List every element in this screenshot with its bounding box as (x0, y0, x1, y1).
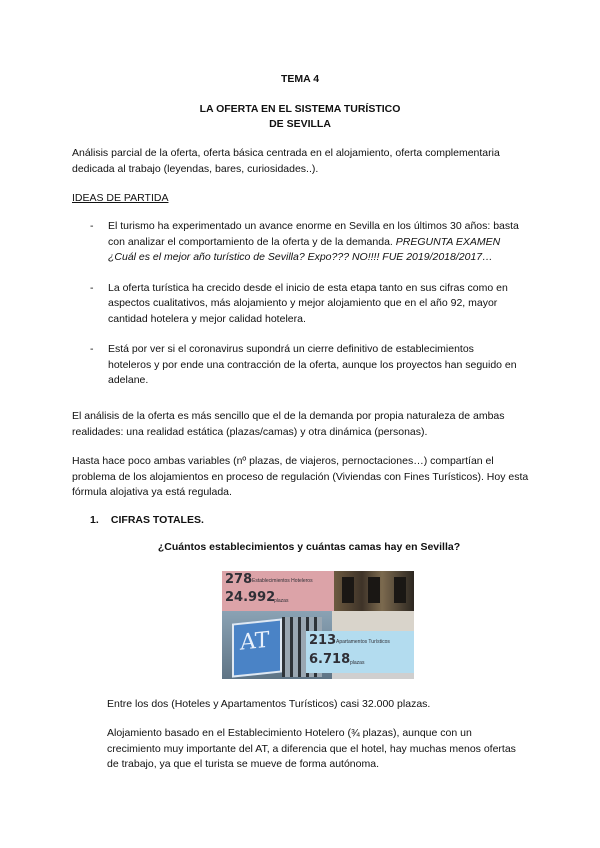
list-item (90, 342, 520, 389)
section-heading (90, 514, 204, 526)
bullet-italic-note: PREGUNTA EXAMEN ¿Cuál es el mejor año turístico de Sevilla? Expo??? NO!!!! FUE 2019/2018/2017… (108, 235, 501, 263)
intro-paragraph: Análisis parcial de la oferta, oferta básica centrada en el alojamiento, oferta complementaria dedicada al trabajo (leyendas, bares, curiosidades..). (72, 147, 500, 175)
ideas-heading: IDEAS DE PARTIDA (72, 192, 169, 204)
window-shape (342, 577, 354, 603)
facade-strip (332, 611, 414, 633)
apartment-label: Apartamentos Turísticos (336, 639, 390, 645)
section-question: ¿Cuántos establecimientos y cuántas camas hay en Sevilla? (157, 541, 461, 553)
at-sign-text: AT (240, 627, 270, 656)
window-shape (368, 577, 380, 603)
page-title (0, 102, 600, 132)
hotel-label: Establecimientos Hoteleros (252, 578, 313, 584)
bullet-text (108, 219, 520, 266)
title-line-2: DE SEVILLA (269, 118, 331, 130)
regulation-paragraph: Hasta hace poco ambas variables (nº plazas, de viajeros, pernoctaciones…) compartían el problema de los alojamientos en proceso de regulación (Viviendas con Fines Turísticos). Hoy esta fórmula alojativa ya está regulada. (72, 455, 529, 498)
bullet-text: La oferta turística ha crecido desde el inicio de esta etapa tanto en sus cifras como en aspectos cualitativos, más alojamiento y mejor alojamiento que en el año 92, mayor cantidad hotelera y mejor calidad hotelera. (108, 281, 508, 325)
hotel-plazas-label: plazas (274, 598, 289, 604)
bullet-list (90, 219, 520, 404)
list-item (90, 219, 520, 266)
alojamiento-paragraph: Alojamiento basado en el Establecimiento Hotelero (¾ plazas), aunque con un crecimiento muy importante del AT, a diferencia que el hotel, hay muchas menos ofertas de trabajo, ya que el turista se mueve de forma autónoma. (107, 727, 516, 770)
hotel-plazas: 24.992 (225, 590, 276, 605)
bullet-dash: - (90, 220, 94, 232)
bullet-text-main: El turismo ha experimentado un avance enorme en Sevilla en los últimos 30 años: basta con analizar el comportamiento de la oferta y de la demanda. (108, 220, 519, 248)
apartment-count: 213 (309, 633, 337, 648)
hotel-stats-box (222, 571, 334, 611)
section-title: CIFRAS TOTALES. (110, 514, 204, 526)
section-number: 1. (90, 514, 99, 526)
list-item (90, 281, 520, 328)
total-plazas-paragraph: Entre los dos (Hoteles y Apartamentos Turísticos) casi 32.000 plazas. (107, 698, 431, 710)
at-sign-icon (232, 618, 282, 677)
tema-heading: TEMA 4 (280, 73, 320, 85)
title-line-1: LA OFERTA EN EL SISTEMA TURÍSTICO (199, 103, 401, 115)
hotel-photo (334, 571, 414, 611)
apartment-stats-box (306, 631, 414, 673)
stats-figure (222, 571, 414, 679)
apartment-plazas: 6.718 (309, 652, 351, 667)
analysis-paragraph: El análisis de la oferta es más sencillo que el de la demanda por propia naturaleza de ambas realidades: una realidad estática (plazas/camas) y otra dinámica (personas). (72, 410, 505, 438)
bullet-text: Está por ver si el coronavirus supondrá un cierre definitivo de establecimientos hoteleros y por ende una contracción de la oferta, aunque los proyectos han seguido en adelane. (108, 343, 517, 386)
bullet-dash: - (90, 343, 94, 355)
hotel-count: 278 (225, 572, 253, 587)
bullet-dash: - (90, 281, 94, 294)
window-shape (394, 577, 406, 603)
apartment-plazas-label: plazas (350, 660, 365, 666)
